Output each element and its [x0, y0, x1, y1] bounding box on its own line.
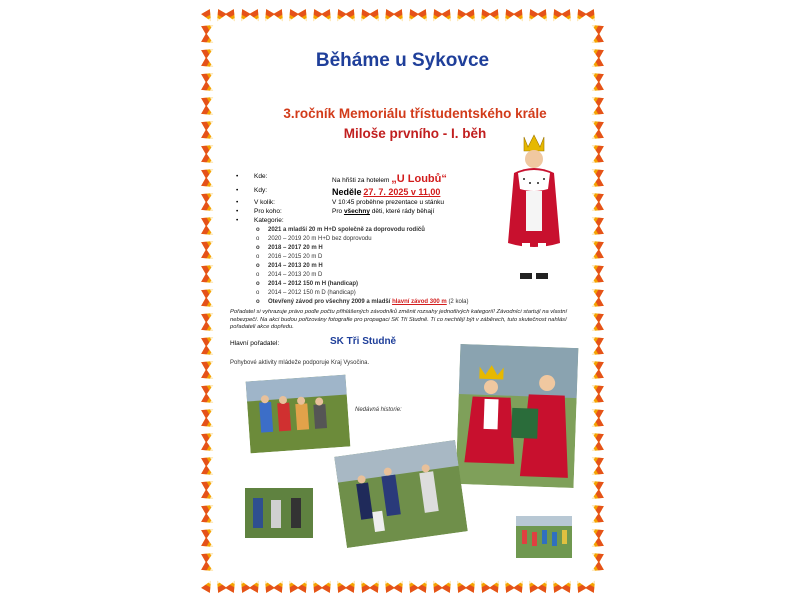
- candy-corn: [453, 578, 467, 593]
- candy-corn: [589, 489, 604, 503]
- candy-corn: [417, 578, 431, 593]
- candy-corn: [201, 129, 216, 143]
- candy-corn: [201, 297, 216, 311]
- candy-corn: [201, 441, 216, 455]
- subtitle-line-2: Miloše prvního - I. běh: [343, 126, 487, 141]
- history-label: Nedávná historie:: [355, 407, 402, 413]
- candy-corn: [589, 429, 604, 443]
- organizer-note: Pořadatel si vyhrazuje právo podle počtu přihlášených závodníků změnit rozsahy jednotlivých kategorií! Závodníci startují na vlastní nebezpečí. Na akci budou pořizovány fotografie pro propagaci SK Tři Studně. Ti co nechtějí být v záběrech, tuto skutečnost nahlásí pořadateli akce dopředu.: [230, 309, 568, 331]
- candy-corn: [589, 417, 604, 431]
- candy-corn: [573, 9, 587, 24]
- candy-corn: [589, 33, 604, 47]
- candy-corn: [589, 165, 604, 179]
- candy-corn: [201, 525, 216, 539]
- poster: [200, 8, 605, 594]
- candy-corn: [201, 189, 216, 203]
- candy-corn: [213, 9, 227, 24]
- candy-corn: [333, 578, 347, 593]
- candy-corn: [201, 477, 216, 491]
- candy-corn: [201, 177, 216, 191]
- candy-corn: [589, 105, 604, 119]
- candy-corn: [525, 578, 539, 593]
- candy-corn: [589, 333, 604, 347]
- candy-corn: [513, 578, 527, 593]
- candy-corn: [589, 357, 604, 371]
- candy-corn: [261, 578, 275, 593]
- candy-corn: [309, 578, 323, 593]
- candy-corn: [201, 489, 216, 503]
- candy-corn: [201, 393, 216, 407]
- candy-corn: [589, 525, 604, 539]
- candy-corn: [573, 578, 587, 593]
- candy-corn: [201, 165, 216, 179]
- candy-corn: [589, 93, 604, 107]
- detail-when: • Kdy: Neděle 27. 7. 2025 v 11,00: [236, 187, 441, 197]
- candy-corn: [201, 261, 216, 275]
- detail-for-whom: • Pro koho: Pro všechny děti, které rády běhají: [236, 208, 435, 215]
- candy-corn: [201, 345, 216, 359]
- candy-corn: [405, 578, 419, 593]
- candy-corn: [589, 297, 604, 311]
- candy-corn: [589, 201, 604, 215]
- candy-corn: [589, 273, 604, 287]
- candy-corn: [309, 9, 323, 24]
- event-photo: [246, 375, 351, 454]
- candy-corn: [249, 578, 263, 593]
- candy-corn: [225, 578, 239, 593]
- candy-corn: [417, 9, 431, 24]
- candy-corn: [357, 9, 371, 24]
- category-item: o 2014 – 2012 150 m D (handicap): [256, 290, 356, 296]
- candy-corn: [465, 578, 479, 593]
- candy-corn: [381, 578, 395, 593]
- candy-corn: [201, 81, 216, 95]
- candy-corn: [213, 578, 227, 593]
- candy-corn: [589, 189, 604, 203]
- candy-corn: [201, 513, 216, 527]
- candy-corn: [453, 9, 467, 24]
- candy-corn: [237, 9, 251, 24]
- candy-corn: [345, 578, 359, 593]
- candy-corn: [261, 9, 275, 24]
- candy-corn: [369, 578, 383, 593]
- king-figure: [500, 133, 568, 283]
- support-text: Pohybové aktivity mládeže podporuje Kraj Vysočina.: [230, 360, 370, 366]
- event-photo: [245, 488, 313, 538]
- candy-corn: [489, 578, 503, 593]
- candy-corn: [201, 201, 216, 215]
- candy-corn: [201, 369, 216, 383]
- candy-corn: [477, 578, 491, 593]
- organizer-label: Hlavní pořadatel:: [230, 340, 280, 347]
- candy-corn: [297, 9, 311, 24]
- category-item: o 2014 – 2013 20 m H: [256, 263, 323, 269]
- candy-corn: [585, 578, 599, 593]
- category-item: o 2021 a mladší 20 m H+D společně za doprovodu rodičů: [256, 227, 425, 233]
- candy-corn: [589, 237, 604, 251]
- candy-corn: [201, 249, 216, 263]
- candy-corn: [525, 9, 539, 24]
- candy-corn: [201, 429, 216, 443]
- candy-corn: [589, 321, 604, 335]
- candy-corn: [201, 33, 216, 47]
- candy-corn: [393, 578, 407, 593]
- candy-corn: [429, 9, 443, 24]
- candy-corn: [589, 213, 604, 227]
- event-photo: [334, 440, 468, 548]
- candy-corn: [589, 309, 604, 323]
- candy-corn: [589, 153, 604, 167]
- detail-time: • V kolik: V 10:45 proběhne prezentace u stánku: [236, 199, 445, 206]
- candy-corn: [589, 249, 604, 263]
- candy-corn: [369, 9, 383, 24]
- candy-corn: [201, 309, 216, 323]
- candy-corn: [201, 273, 216, 287]
- candy-corn: [549, 9, 563, 24]
- candy-corn: [201, 141, 216, 155]
- candy-corn: [589, 501, 604, 515]
- candy-corn: [201, 285, 216, 299]
- candy-corn: [589, 453, 604, 467]
- candy-corn: [201, 213, 216, 227]
- candy-corn: [201, 465, 216, 479]
- candy-corn: [201, 21, 216, 35]
- candy-corn: [201, 537, 216, 551]
- candy-corn: [589, 381, 604, 395]
- candy-corn: [201, 561, 216, 575]
- candy-corn: [589, 21, 604, 35]
- candy-corn: [321, 9, 335, 24]
- candy-corn: [357, 578, 371, 593]
- candy-corn: [589, 177, 604, 191]
- candy-corn: [589, 477, 604, 491]
- candy-corn: [381, 9, 395, 24]
- event-photo: [456, 344, 579, 488]
- candy-corn: [589, 393, 604, 407]
- poster-title: Běháme u Sykovce: [315, 50, 490, 71]
- candy-corn: [201, 333, 216, 347]
- candy-corn: [589, 405, 604, 419]
- candy-corn: [201, 117, 216, 131]
- candy-corn: [285, 9, 299, 24]
- candy-corn: [201, 9, 215, 24]
- candy-corn: [549, 578, 563, 593]
- candy-corn: [321, 578, 335, 593]
- candy-corn: [501, 578, 515, 593]
- candy-corn: [561, 9, 575, 24]
- candy-corn: [333, 9, 347, 24]
- candy-corn: [393, 9, 407, 24]
- candy-corn: [477, 9, 491, 24]
- candy-corn: [201, 417, 216, 431]
- candy-corn: [201, 381, 216, 395]
- candy-corn: [201, 405, 216, 419]
- candy-corn: [589, 261, 604, 275]
- candy-corn: [589, 117, 604, 131]
- candy-corn: [589, 549, 604, 563]
- candy-corn: [405, 9, 419, 24]
- category-item: o 2014 – 2012 150 m H (handicap): [256, 281, 359, 287]
- candy-corn: [201, 321, 216, 335]
- candy-corn: [237, 578, 251, 593]
- candy-corn: [201, 237, 216, 251]
- candy-corn: [589, 285, 604, 299]
- detail-categories: • Kategorie:: [236, 217, 284, 224]
- candy-corn: [201, 453, 216, 467]
- candy-corn: [201, 578, 215, 593]
- candy-corn: [201, 357, 216, 371]
- candy-corn: [589, 513, 604, 527]
- candy-corn: [489, 9, 503, 24]
- category-item: o 2020 – 2019 20 m H+D bez doprovodu: [256, 236, 372, 242]
- event-photo: [516, 516, 572, 558]
- candy-corn: [589, 141, 604, 155]
- candy-corn: [537, 578, 551, 593]
- candy-corn: [201, 93, 216, 107]
- candy-corn: [225, 9, 239, 24]
- candy-corn: [561, 578, 575, 593]
- candy-corn: [441, 578, 455, 593]
- candy-corn: [201, 549, 216, 563]
- candy-corn: [585, 9, 599, 24]
- category-open-race: o Otevřený závod pro všechny 2009 a mladší hlavní závod 300 m (2 kola): [256, 299, 469, 305]
- candy-corn: [201, 501, 216, 515]
- candy-corn: [465, 9, 479, 24]
- candy-corn: [201, 225, 216, 239]
- candy-corn: [201, 153, 216, 167]
- candy-corn: [285, 578, 299, 593]
- candy-corn: [589, 441, 604, 455]
- category-item: o 2014 – 2013 20 m D: [256, 272, 323, 278]
- candy-corn: [589, 369, 604, 383]
- category-item: o 2018 – 2017 20 m H: [256, 245, 323, 251]
- candy-corn: [249, 9, 263, 24]
- candy-corn: [537, 9, 551, 24]
- detail-where: • Kde: Na hřišti za hotelem „U Loubů“: [236, 173, 447, 185]
- candy-corn: [201, 105, 216, 119]
- candy-corn: [273, 578, 287, 593]
- candy-corn: [589, 465, 604, 479]
- candy-corn: [589, 81, 604, 95]
- candy-corn: [589, 345, 604, 359]
- candy-corn: [441, 9, 455, 24]
- candy-corn: [345, 9, 359, 24]
- organizer-name: SK Tři Studně: [330, 336, 397, 347]
- category-item: o 2016 – 2015 20 m D: [256, 254, 323, 260]
- candy-corn: [513, 9, 527, 24]
- candy-corn: [589, 225, 604, 239]
- candy-corn: [501, 9, 515, 24]
- candy-corn: [589, 537, 604, 551]
- candy-corn: [273, 9, 287, 24]
- candy-corn: [429, 578, 443, 593]
- candy-corn: [589, 129, 604, 143]
- candy-corn: [589, 561, 604, 575]
- subtitle-line-1: 3.ročník Memoriálu třístudentského krále: [283, 106, 547, 121]
- candy-corn: [297, 578, 311, 593]
